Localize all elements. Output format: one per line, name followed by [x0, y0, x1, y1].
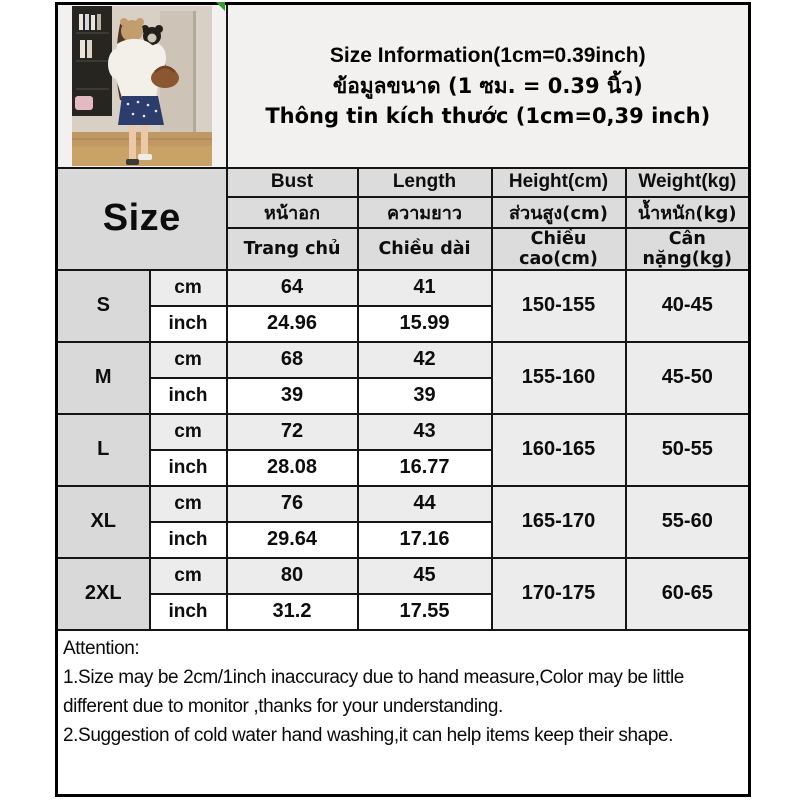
- size-cell-2xl: 2XL: [57, 558, 150, 630]
- length-inch-value: 16.77: [358, 450, 492, 486]
- unit-label-inch: inch: [150, 522, 227, 558]
- bust-cm-value: 72: [227, 414, 358, 450]
- product-photo: [58, 5, 226, 167]
- pink-bag-icon: [75, 96, 93, 110]
- height-range-value: 160-165: [492, 414, 626, 486]
- weight-range-value: 40-45: [626, 270, 750, 342]
- product-photo-cell: [57, 4, 227, 168]
- bust-inch-value: 28.08: [227, 450, 358, 486]
- height-range-value: 165-170: [492, 486, 626, 558]
- attention-note-2: 2.Suggestion of cold water hand washing,it can help items keep their shape.: [63, 724, 674, 746]
- unit-label-cm: cm: [150, 486, 227, 522]
- shoe-icon: [126, 159, 139, 165]
- weight-range-value: 55-60: [626, 486, 750, 558]
- col-header-height-vi: Chiều cao(cm): [492, 228, 626, 270]
- length-cm-value: 45: [358, 558, 492, 594]
- height-range-value: 155-160: [492, 342, 626, 414]
- length-inch-value: 39: [358, 378, 492, 414]
- bust-inch-value: 24.96: [227, 306, 358, 342]
- col-header-weight-vi: Cân nặng(kg): [626, 228, 750, 270]
- col-header-height-en: Height(cm): [492, 168, 626, 197]
- title-en: Size Information(1cm=0.39inch): [329, 43, 646, 67]
- length-cm-value: 42: [358, 342, 492, 378]
- unit-label-inch: inch: [150, 594, 227, 630]
- bust-cm-value: 64: [227, 270, 358, 306]
- unit-label-cm: cm: [150, 414, 227, 450]
- col-header-bust-vi: Trang chủ: [227, 228, 358, 270]
- size-cell-m: M: [57, 342, 150, 414]
- length-inch-value: 15.99: [358, 306, 492, 342]
- unit-label-inch: inch: [150, 306, 227, 342]
- bust-cm-value: 68: [227, 342, 358, 378]
- length-inch-value: 17.55: [358, 594, 492, 630]
- bust-cm-value: 80: [227, 558, 358, 594]
- attention-heading: Attention:: [63, 637, 140, 659]
- weight-range-value: 60-65: [626, 558, 750, 630]
- corner-size-label: Size: [57, 168, 227, 270]
- title-block: [227, 4, 750, 168]
- col-header-height-th: ส่วนสูง(cm): [492, 197, 626, 228]
- legs: [129, 125, 136, 161]
- attention-section: [57, 630, 750, 796]
- title-th: ข้อมูลขนาด (1 ซม. = 0.39 นิ้ว): [332, 73, 643, 98]
- weight-range-value: 50-55: [626, 414, 750, 486]
- unit-label-inch: inch: [150, 378, 227, 414]
- green-corner-marker-icon: [216, 2, 225, 11]
- attention-note-1: 1.Size may be 2cm/1inch inaccuracy due to hand measure,Color may be little different due to monitor ,thanks for your understanding.: [63, 666, 684, 717]
- bust-inch-value: 29.64: [227, 522, 358, 558]
- size-table: [55, 2, 751, 797]
- size-cell-xl: XL: [57, 486, 150, 558]
- unit-label-inch: inch: [150, 450, 227, 486]
- bust-inch-value: 31.2: [227, 594, 358, 630]
- length-inch-value: 17.16: [358, 522, 492, 558]
- col-header-bust-th: หน้าอก: [227, 197, 358, 228]
- length-cm-value: 43: [358, 414, 492, 450]
- unit-label-cm: cm: [150, 270, 227, 306]
- unit-label-cm: cm: [150, 342, 227, 378]
- height-range-value: 170-175: [492, 558, 626, 630]
- model-photo-illustration: [72, 6, 212, 166]
- length-cm-value: 41: [358, 270, 492, 306]
- length-cm-value: 44: [358, 486, 492, 522]
- col-header-weight-en: Weight(kg): [626, 168, 750, 197]
- size-cell-l: L: [57, 414, 150, 486]
- title-vi: Thông tin kích thước (1cm=0,39 inch): [265, 103, 711, 128]
- col-header-length-en: Length: [358, 168, 492, 197]
- col-header-length-th: ความยาว: [358, 197, 492, 228]
- col-header-weight-th: น้ำหนัก(kg): [626, 197, 750, 228]
- height-range-value: 150-155: [492, 270, 626, 342]
- size-cell-s: S: [57, 270, 150, 342]
- shoe-icon: [138, 154, 152, 160]
- bust-cm-value: 76: [227, 486, 358, 522]
- col-header-length-vi: Chiều dài: [358, 228, 492, 270]
- unit-label-cm: cm: [150, 558, 227, 594]
- bust-inch-value: 39: [227, 378, 358, 414]
- weight-range-value: 45-50: [626, 342, 750, 414]
- col-header-bust-en: Bust: [227, 168, 358, 197]
